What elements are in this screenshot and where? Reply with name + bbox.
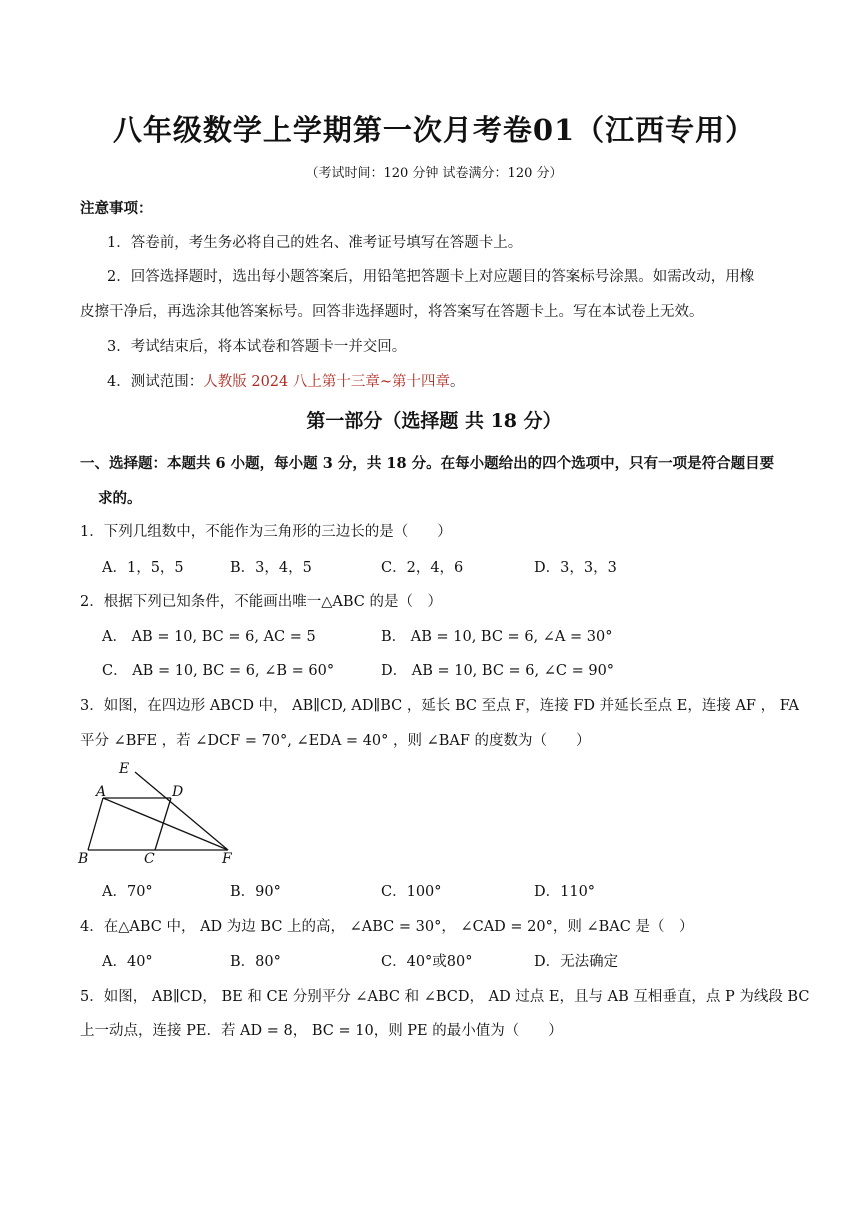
q1-option-d: D．3，3，3 (534, 560, 617, 576)
page-title: 八年级数学上学期第一次月考卷01（江西专用） (112, 113, 756, 147)
note-4-prefix: 4．测试范围： (107, 374, 204, 390)
q4-option-d: D．无法确定 (534, 954, 619, 970)
segment-ab (88, 798, 103, 850)
q1-option-b: B．3，4，5 (230, 560, 312, 576)
note-1: 1．答卷前，考生务必将自己的姓名、准考证号填写在答题卡上。 (107, 235, 523, 251)
q4-option-a: A．40° (102, 954, 153, 970)
note-2-line-1: 2．回答选择题时，选出每小题答案后，用铅笔把答题卡上对应题目的答案标号涂黑。如需改动，用橡 (107, 269, 755, 285)
label-f: F (222, 851, 232, 866)
q4-option-c: C．40°或80° (381, 954, 473, 970)
section-1-title: 第一部分（选择题 共 18 分） (306, 410, 562, 432)
q4-stem: 4．在△ABC 中， AD 为边 BC 上的高， ∠ABC = 30°， ∠CAD = 20°，则 ∠BAC 是（ ） (80, 919, 694, 935)
q5-stem-line-1: 5．如图， AB∥CD， BE 和 CE 分别平分 ∠ABC 和 ∠BCD， AD 过点 E，且与 AB 互相垂直，点 P 为线段 BC (80, 989, 810, 1005)
q3-figure (74, 756, 244, 866)
q2-option-b: B． AB = 10, BC = 6, ∠A = 30° (381, 629, 613, 645)
q4-option-b: B．80° (230, 954, 281, 970)
note-4-suffix: 。 (450, 374, 465, 390)
q3-option-a: A．70° (102, 884, 153, 900)
q2-stem: 2．根据下列已知条件，不能画出唯一△ABC 的是（ ） (80, 594, 442, 610)
q3-option-d: D．110° (534, 884, 596, 900)
segment-af (103, 798, 228, 850)
label-a: A (96, 784, 107, 800)
q2-option-c: C． AB = 10, BC = 6, ∠B = 60° (102, 663, 335, 679)
q2-option-d: D． AB = 10, BC = 6, ∠C = 90° (381, 663, 615, 679)
section-1-intro-line-1: 一、选择题：本题共 6 小题，每小题 3 分，共 18 分。在每小题给出的四个选项中，只有一项是符合题目要 (80, 455, 775, 472)
section-1-intro-line-2: 求的。 (98, 490, 142, 507)
label-c: C (144, 851, 155, 866)
q3-option-c: C．100° (381, 884, 442, 900)
q3-option-b: B．90° (230, 884, 281, 900)
q3-stem-line-1: 3．如图，在四边形 ABCD 中， AB∥CD, AD∥BC ，延长 BC 至点 F，连接 FD 并延长至点 E，连接 AF ， FA (80, 698, 799, 714)
test-range: 人教版 2024 八上第十三章~第十四章 (203, 374, 451, 390)
q3-stem-line-2: 平分 ∠BFE ，若 ∠DCF = 70°, ∠EDA = 40° ，则 ∠BAF 的度数为（ ） (80, 733, 591, 749)
notes-heading: 注意事项： (80, 200, 153, 217)
q1-option-c: C．2，4，6 (381, 560, 464, 576)
label-d: D (172, 784, 184, 800)
q1-stem: 1．下列几组数中，不能作为三角形的三边长的是（ ） (80, 524, 452, 540)
q1-option-a: A．1，5，5 (102, 560, 184, 576)
q2-option-a: A． AB = 10, BC = 6, AC = 5 (102, 629, 316, 645)
q5-stem-line-2: 上一动点，连接 PE．若 AD = 8， BC = 10，则 PE 的最小值为（ ） (80, 1023, 563, 1039)
segment-dc (155, 798, 171, 850)
exam-info: （考试时间：120 分钟 试卷满分：120 分） (305, 166, 563, 181)
label-b: B (78, 851, 89, 866)
note-2-line-2: 皮擦干净后，再选涂其他答案标号。回答非选择题时，将答案写在答题卡上。写在本试卷上无效。 (80, 304, 704, 320)
note-3: 3．考试结束后，将本试卷和答题卡一并交回。 (107, 339, 407, 355)
label-e: E (119, 761, 130, 777)
note-4 (107, 370, 465, 391)
